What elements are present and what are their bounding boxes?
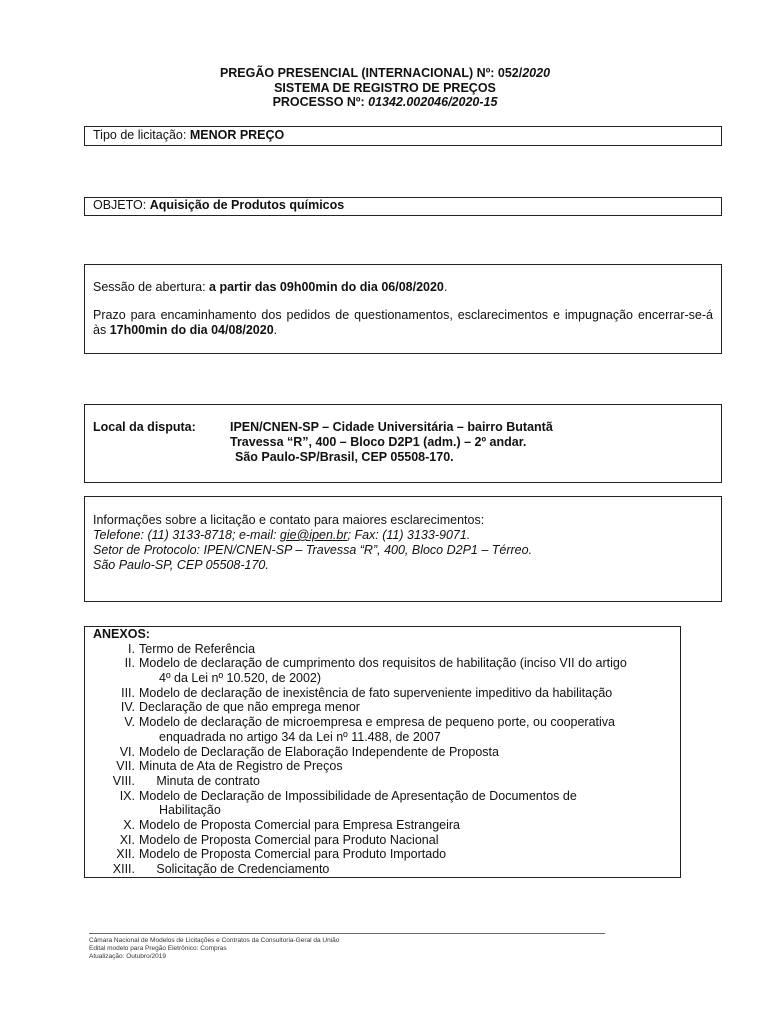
anexos-list [93, 642, 680, 877]
anexo-number: III. [121, 685, 135, 700]
tipo-licitacao-box [84, 126, 722, 146]
objeto-box [84, 197, 722, 216]
anexo-number: II. [124, 656, 135, 671]
anexo-number: V. [124, 715, 135, 730]
header-line-1: PREGÃO PRESENCIAL (INTERNACIONAL) Nº: 052/2020 [219, 66, 551, 80]
anexo-text: Modelo de declaração de cumprimento dos requisitos de habilitação (inciso VII do artigo [139, 656, 627, 671]
prazo-paragraph: Prazo para encaminhamento dos pedidos de questionamentos, esclarecimentos e impugnação encerrar-se-á às 17h00min do dia 04/08/2020. [93, 308, 713, 337]
anexo-item [93, 745, 680, 760]
sessao-line: Sessão de abertura: a partir das 09h00min do dia 06/08/2020. [93, 280, 448, 294]
anexo-continuation: 4º da Lei nº 10.520, de 2002) [159, 671, 322, 686]
header-line-3: PROCESSO Nº: 01342.002046/2020-15 [272, 95, 498, 109]
anexos-box [84, 626, 681, 878]
anexo-text: Minuta de contrato [139, 773, 260, 788]
anexo-number: VII. [116, 759, 135, 774]
objeto-label: OBJETO: [93, 198, 150, 212]
anexo-item [93, 656, 680, 671]
anexo-number: VI. [119, 744, 135, 759]
anexo-text: Solicitação de Credenciamento [139, 862, 330, 877]
tipo-value: MENOR PREÇO [189, 128, 285, 142]
anexo-continuation: enquadrada no artigo 34 da Lei nº 11.488, de 2007 [159, 729, 441, 744]
anexo-text: Declaração de que não emprega menor [139, 700, 360, 715]
anexo-number: IX. [119, 788, 135, 803]
anexo-text: Modelo de Proposta Comercial para Produto Nacional [139, 832, 439, 847]
anexo-item [93, 686, 680, 701]
anexo-number: XIII. [112, 862, 135, 877]
anexo-item [93, 700, 680, 715]
anexo-text: Termo de Referência [139, 641, 256, 656]
anexo-text: Modelo de declaração de inexistência de fato superveniente impeditivo da habilitação [139, 685, 613, 700]
anexo-text: Modelo de Declaração de Elaboração Independente de Proposta [139, 744, 499, 759]
anexo-number: I. [128, 641, 135, 656]
anexo-item [93, 847, 680, 862]
anexo-number: VIII. [112, 773, 135, 788]
anexo-text: Modelo de Proposta Comercial para Empresa Estrangeira [139, 818, 460, 832]
anexos-title: ANEXOS: [93, 627, 150, 641]
local-label: Local da disputa: [93, 420, 196, 434]
info-line-2: Telefone: (11) 3133-8718; e-mail: gie@ipen.br; Fax: (11) 3133-9071. [93, 528, 471, 542]
email-link[interactable]: gie@ipen.br [279, 528, 348, 542]
anexo-text: Modelo de declaração de microempresa e empresa de pequeno porte, ou cooperativa [139, 715, 615, 730]
anexo-text: Modelo de Declaração de Impossibilidade de Apresentação de Documentos de [139, 788, 577, 803]
anexo-number: IV. [120, 700, 135, 715]
page-footer: Câmara Nacional de Modelos de Licitações e Contratos da Consultoria-Geral da União Edital modelo para Pregão Eletrônico: Compras Atualização: Outubro/2019 [89, 933, 605, 961]
anexo-number: XII. [116, 847, 135, 862]
info-line-4: São Paulo-SP, CEP 05508-170. [93, 558, 269, 572]
anexo-item [93, 862, 680, 877]
anexo-item [93, 715, 680, 730]
anexo-item [93, 818, 680, 833]
anexo-continuation: Habilitação [159, 803, 221, 818]
tipo-label: Tipo de licitação: [93, 128, 190, 142]
anexo-number: X. [123, 818, 135, 832]
anexo-item [93, 774, 680, 789]
anexo-item [93, 759, 680, 774]
informacoes-box [84, 496, 722, 602]
document-header [0, 66, 770, 110]
local-disputa-box [84, 404, 722, 483]
anexo-text: Minuta de Ata de Registro de Preços [139, 759, 343, 774]
anexo-item [93, 833, 680, 848]
info-line-3: Setor de Protocolo: IPEN/CNEN-SP – Travessa “R”, 400, Bloco D2P1 – Térreo. [93, 543, 533, 557]
objeto-value: Aquisição de Produtos químicos [149, 198, 345, 212]
info-line-1: Informações sobre a licitação e contato para maiores esclarecimentos: [93, 513, 485, 527]
local-address: IPEN/CNEN-SP – Cidade Universitária – bairro Butantã Travessa “R”, 400 – Bloco D2P1 (adm.) – 2º andar. São Paulo-SP/Brasil, CEP 05508-170. [230, 420, 553, 464]
anexo-number: XI. [119, 832, 135, 847]
anexo-item [93, 642, 680, 657]
anexo-item [93, 789, 680, 804]
sessao-box [84, 264, 722, 354]
header-line-2: SISTEMA DE REGISTRO DE PREÇOS [274, 80, 496, 95]
anexo-text: Modelo de Proposta Comercial para Produto Importado [139, 847, 447, 862]
